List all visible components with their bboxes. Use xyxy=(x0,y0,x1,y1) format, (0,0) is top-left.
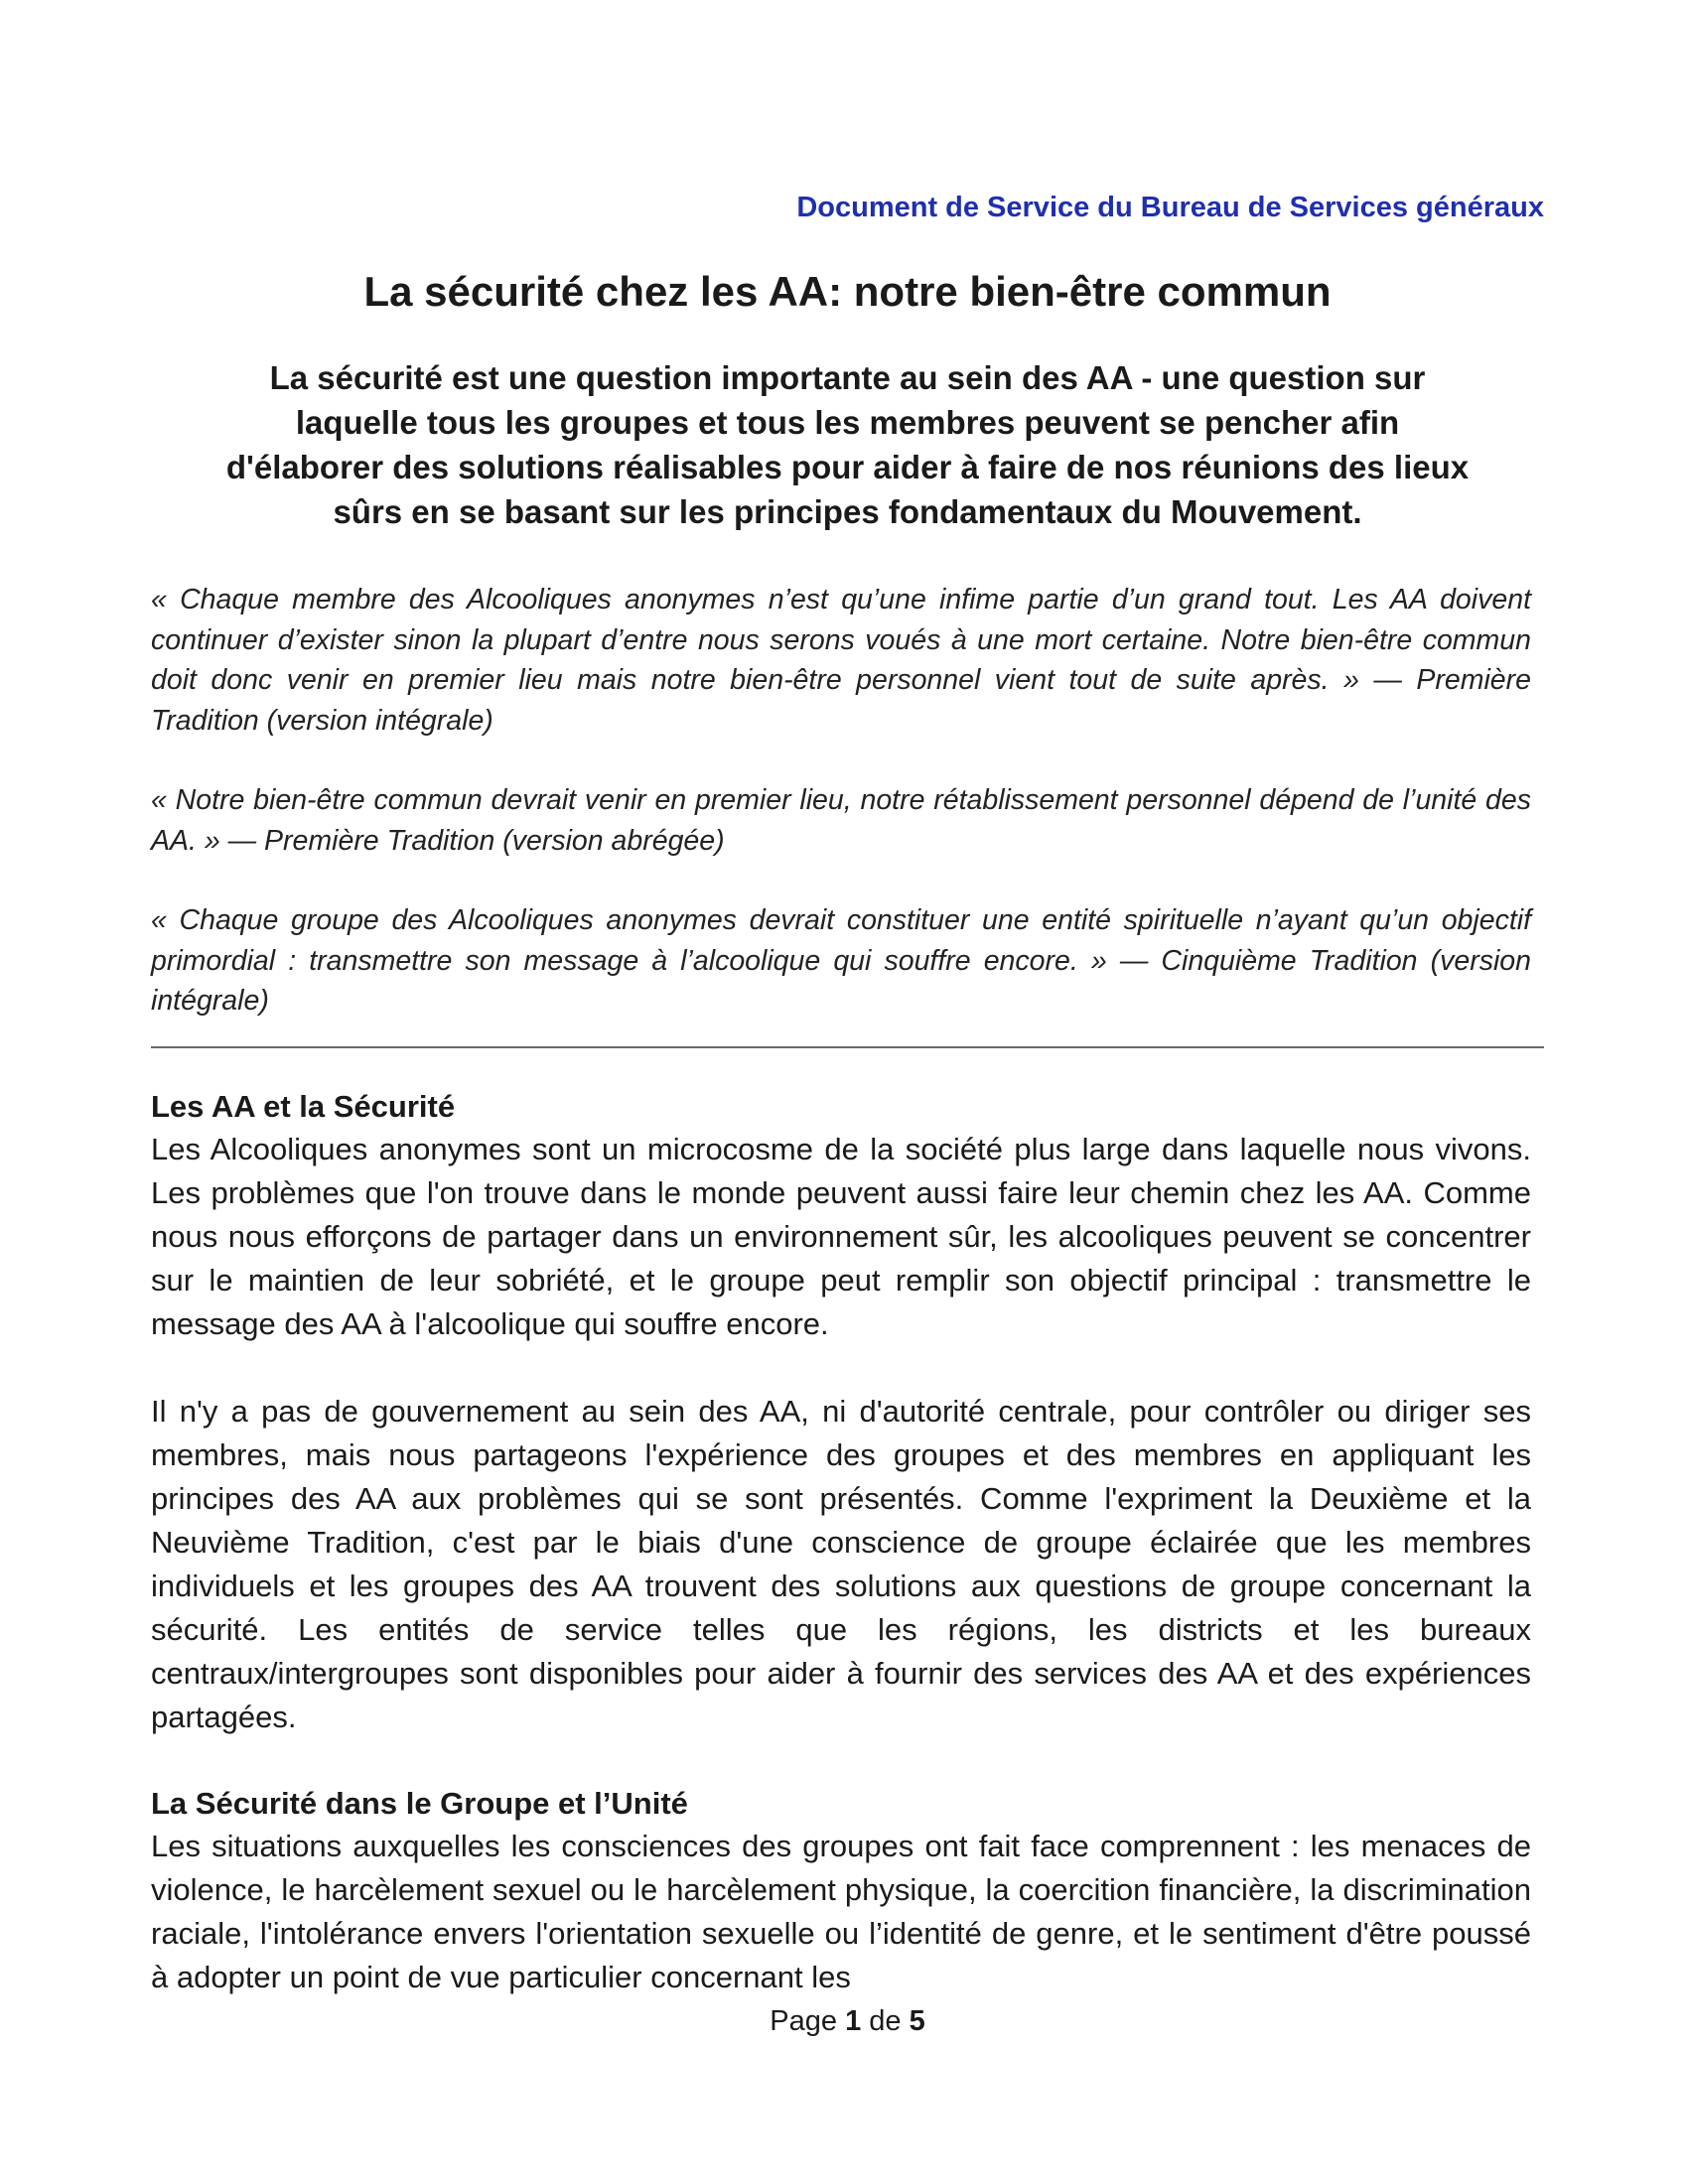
section-aa-and-safety xyxy=(151,1086,1531,1739)
document-page xyxy=(151,0,1544,2184)
section-heading: Les AA et la Sécurité xyxy=(151,1089,456,1124)
quote-first-tradition-short: « Notre bien-être commun devrait venir en premier lieu, notre rétablissement personnel dépend de l’unité des AA. » — Première Tradition (version abrégée) xyxy=(151,784,1531,857)
current-page-number: 1 xyxy=(845,2005,862,2037)
paragraph: Il n'y a pas de gouvernement au sein des AA, ni d'autorité centrale, pour contrôler ou diriger ses membres, mais nous partageons l'expérience des groupes et des membres en appliquant les principes des AA aux problèmes qui se sont présentés. Comme l'expriment la Deuxième et la Neuvième Tradition, c'est par le biais d'une conscience de groupe éclairée que les membres individuels et les groupes des AA trouvent des solutions aux questions de groupe concernant la sécurité. Les entités de service telles que les régions, les districts et les bureaux centraux/intergroupes sont disponibles pour aider à fournir des services des AA et des expériences partagées. xyxy=(151,1394,1531,1734)
paragraph: Les situations auxquelles les consciences des groupes ont fait face comprennent : les menaces de violence, le harcèlement sexuel ou le harcèlement physique, la coercition financière, la discrimination raciale, l'intolérance envers l'orientation sexuelle ou l’identité de genre, et le sentiment d'être poussé à adopter un point de vue particulier concernant les xyxy=(151,1829,1531,1994)
page-number xyxy=(151,2005,1544,2038)
document-body xyxy=(151,1086,1531,1999)
section-heading: La Sécurité dans le Groupe et l’Unité xyxy=(151,1786,688,1821)
quote-first-tradition-long: « Chaque membre des Alcooliques anonymes n’est qu’une infime partie d’un grand tout. Les AA doivent continuer d’exister sinon la plupart d’entre nous serons voués à une mort certaine. Notre bien-être commun doit donc venir en premier lieu mais notre bien-être personnel vient tout de suite après. » — Première Tradition (version intégrale) xyxy=(151,584,1531,737)
quote-fifth-tradition: « Chaque groupe des Alcooliques anonymes devrait constituer une entité spirituelle n’ayant qu’un objectif primordial : transmettre son message à l’alcoolique qui souffre encore. » — Cinquième Tradition (version intégrale) xyxy=(151,904,1531,1017)
total-page-count: 5 xyxy=(909,2005,925,2037)
intro-statement: La sécurité est une question importante au sein des AA - une question sur laquelle tous les groupes et tous les membres peuvent se pencher afin d'élaborer des solutions réalisables pour aider à faire de nos réunions des lieux sûrs en se basant sur les principes fondamentaux du Mouvement. xyxy=(225,359,1470,530)
of-word: de xyxy=(869,2005,902,2037)
service-document-header: Document de Service du Bureau de Services généraux xyxy=(796,192,1544,223)
horizontal-divider xyxy=(151,1046,1544,1048)
document-title: La sécurité chez les AA: notre bien-être commun xyxy=(363,268,1332,315)
tradition-quotes xyxy=(151,580,1531,1061)
section-group-safety-and-unity xyxy=(151,1783,1531,1999)
paragraph: Les Alcooliques anonymes sont un microcosme de la société plus large dans laquelle nous vivons. Les problèmes que l'on trouve dans le monde peuvent aussi faire leur chemin chez les AA. Comme nous nous efforçons de partager dans un environnement sûr, les alcooliques peuvent se concentrer sur le maintien de leur sobriété, et le groupe peut remplir son objectif principal : transmettre le message des AA à l'alcoolique qui souffre encore. xyxy=(151,1132,1531,1341)
page-word: Page xyxy=(770,2005,837,2037)
